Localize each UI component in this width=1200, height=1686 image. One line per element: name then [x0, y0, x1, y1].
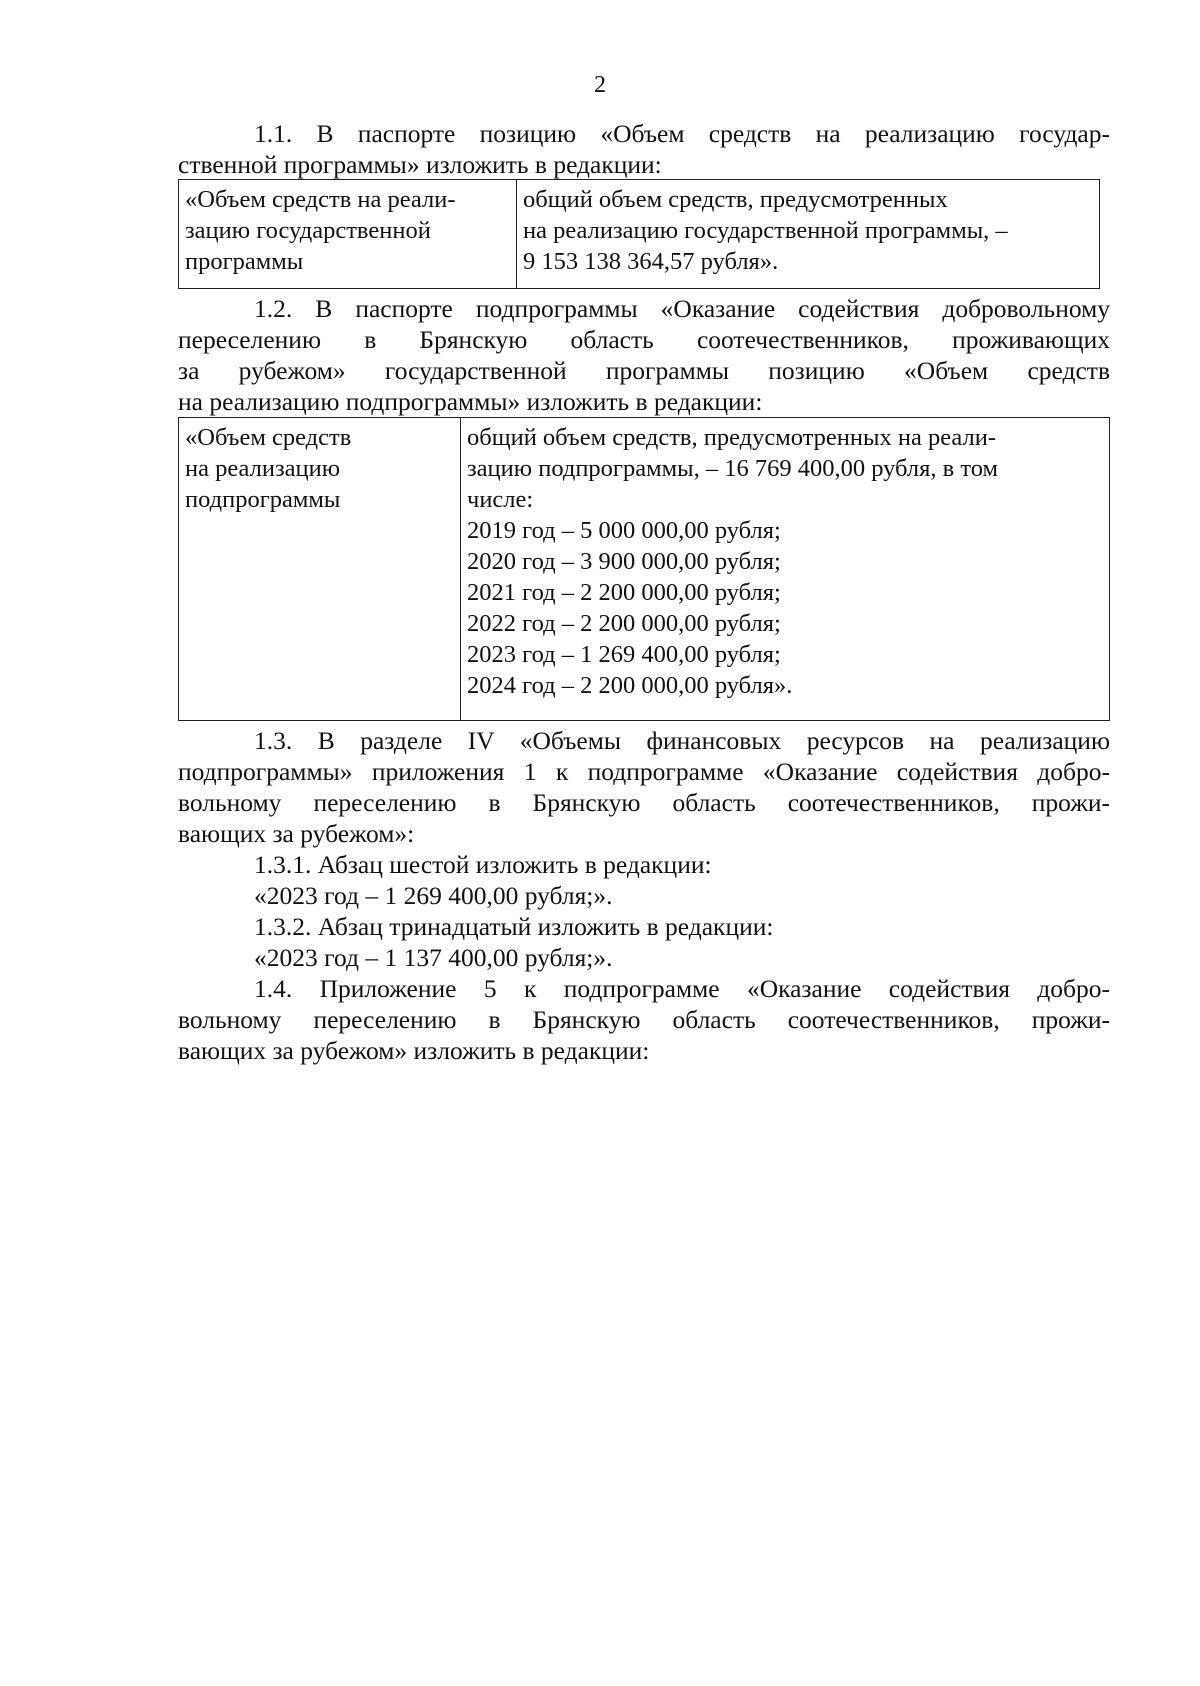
- cell-line: подпрограммы: [185, 486, 341, 513]
- paragraph-1-1: [178, 118, 1110, 180]
- cell-line: 2021 год – 2 200 000,00 рубля;: [467, 579, 781, 606]
- text-line: подпрограммы» приложения 1 к подпрограмме «Оказание содействия добро-: [178, 757, 1110, 786]
- table-cell-value: [460, 418, 1109, 720]
- cell-line: 2023 год – 1 269 400,00 рубля;: [467, 641, 781, 668]
- cell-line: «Объем средств на реали-: [185, 186, 456, 213]
- table-cell-value: [516, 180, 1099, 288]
- text-line: вольному переселению в Брянскую область соотечественников, прожи-: [178, 1005, 1110, 1034]
- table-cell-label: [179, 418, 460, 720]
- cell-line: 2024 год – 2 200 000,00 рубля».: [467, 672, 793, 699]
- cell-line: на реализацию государственной программы, –: [523, 217, 1008, 244]
- text-line: вающих за рубежом»:: [178, 819, 415, 848]
- paragraph-1-3-1: 1.3.1. Абзац шестой изложить в редакции:: [254, 850, 712, 879]
- text-line: вольному переселению в Брянскую область соотечественников, прожи-: [178, 788, 1110, 817]
- text-line: 1.4. Приложение 5 к подпрограмме «Оказание содействия добро-: [254, 974, 1110, 1003]
- cell-line: 9 153 138 364,57 рубля».: [523, 248, 779, 275]
- paragraph-1-3-2: 1.3.2. Абзац тринадцатый изложить в редакции:: [254, 912, 774, 941]
- cell-line: зацию государственной: [185, 217, 431, 244]
- table-cell-label: [179, 180, 516, 288]
- page-number: 2: [594, 72, 606, 98]
- text-line: переселению в Брянскую область соотечественников, проживающих: [178, 325, 1110, 354]
- paragraph-1-4: [178, 973, 1110, 1066]
- cell-line: «Объем средств: [185, 424, 352, 451]
- text-line: на реализацию подпрограммы» изложить в редакции:: [178, 387, 763, 416]
- cell-line: на реализацию: [185, 455, 341, 482]
- table-subprogram-funding: [178, 417, 1110, 721]
- text-line: за рубежом» государственной программы позицию «Объем средств: [178, 356, 1110, 385]
- cell-line: 2022 год – 2 200 000,00 рубля;: [467, 610, 781, 637]
- cell-line: числе:: [467, 486, 534, 513]
- cell-line: 2020 год – 3 900 000,00 рубля;: [467, 548, 781, 575]
- paragraph-1-3: [178, 725, 1110, 973]
- text-line: 1.2. В паспорте подпрограммы «Оказание содействия добровольному: [254, 294, 1110, 323]
- text-line: вающих за рубежом» изложить в редакции:: [178, 1036, 650, 1065]
- text-line: 1.3. В разделе IV «Объемы финансовых ресурсов на реализацию: [254, 726, 1110, 755]
- table-program-funding: [178, 179, 1100, 289]
- text-line: 1.1. В паспорте позицию «Объем средств на реализацию государ-: [254, 119, 1110, 148]
- quote-line: «2023 год – 1 137 400,00 рубля;».: [254, 943, 613, 972]
- cell-line: зацию подпрограммы, – 16 769 400,00 рубля, в том: [467, 455, 999, 482]
- text-line: ственной программы» изложить в редакции:: [178, 150, 662, 179]
- cell-line: общий объем средств, предусмотренных: [523, 186, 948, 213]
- cell-line: программы: [185, 248, 304, 275]
- cell-line: общий объем средств, предусмотренных на реали-: [467, 424, 996, 451]
- cell-line: 2019 год – 5 000 000,00 рубля;: [467, 517, 781, 544]
- quote-line: «2023 год – 1 269 400,00 рубля;».: [254, 881, 613, 910]
- paragraph-1-2: [178, 293, 1110, 417]
